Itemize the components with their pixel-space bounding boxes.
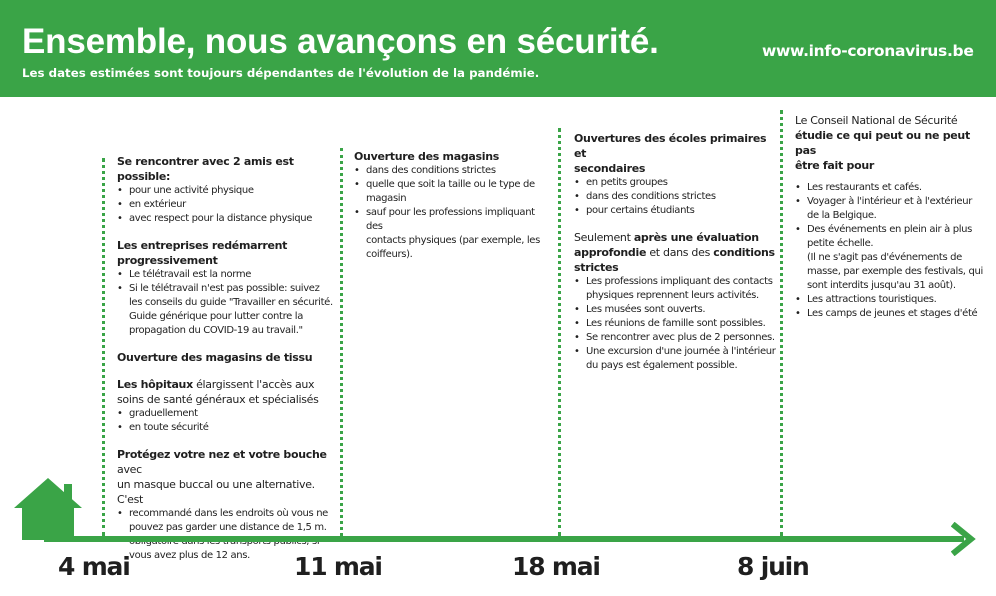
column-4-mai <box>117 154 339 563</box>
list-item: • Les attractions touristiques. <box>795 293 991 307</box>
hospitals-list <box>117 407 339 435</box>
text-line: pouvez pas garder une distance de 1,5 m. <box>129 522 327 533</box>
evaluation-bold: conditions <box>713 246 775 259</box>
list-item: • graduellement <box>117 407 339 421</box>
list-item: • dans des conditions strictes <box>354 164 554 178</box>
evaluation-text: Seulement <box>574 231 634 244</box>
page-title: Ensemble, nous avançons en sécurité. <box>22 22 659 61</box>
council-bold-line1: étudie ce qui peut ou ne peut pas <box>795 129 970 157</box>
header-banner <box>0 0 996 97</box>
list-item: • Les réunions de famille sont possibles. <box>574 317 778 331</box>
meeting-heading: Se rencontrer avec 2 amis est possible: <box>117 155 294 183</box>
milestone-line-11-mai <box>340 148 343 536</box>
evaluation-line3 <box>574 260 778 275</box>
date-11-mai: 11 mai <box>294 552 382 581</box>
text-line: petite échelle. <box>807 238 874 249</box>
text-line: du pays est également possible. <box>586 360 738 371</box>
business-list <box>117 268 339 296</box>
list-item: • dans des conditions strictes <box>574 190 778 204</box>
milestone-line-4-mai <box>102 158 105 536</box>
list-item: • Se rencontrer avec plus de 2 personnes. <box>574 331 778 345</box>
hospitals-bold: Les hôpitaux <box>117 378 193 391</box>
shops-list-2 <box>354 206 554 234</box>
list-item: • Les restaurants et cafés. <box>795 181 991 195</box>
text-line: (Il ne s'agit pas d'événements de <box>807 252 962 263</box>
column-18-mai <box>574 131 778 373</box>
mask-list <box>117 507 339 521</box>
house-icon <box>14 478 82 540</box>
shops-list <box>354 164 554 192</box>
list-item: • Des événements en plein air à plus <box>795 223 991 237</box>
evaluation-line1 <box>574 230 778 245</box>
mask-paragraph <box>117 447 339 477</box>
list-item: • pour certains étudiants <box>574 204 778 218</box>
mask-bold: Protégez votre nez et votre bouche <box>117 448 327 461</box>
text-line: de la Belgique. <box>807 210 877 221</box>
list-item: • Voyager à l'intérieur et à l'extérieur <box>795 195 991 209</box>
list-item: • Les professions impliquant des contacts <box>574 275 778 289</box>
fabric-shops-heading: Ouverture des magasins de tissu <box>117 351 313 364</box>
meeting-list <box>117 184 339 226</box>
list-item: • pour une activité physique <box>117 184 339 198</box>
council-bold-line2: être fait pour <box>795 159 874 172</box>
schools-heading-line2: secondaires <box>574 162 646 175</box>
schools-heading-line1: Ouvertures des écoles primaires et <box>574 132 767 160</box>
business-heading-line2: progressivement <box>117 254 218 267</box>
list-item: • avec respect pour la distance physique <box>117 212 339 226</box>
text-line: physiques reprennent leurs activités. <box>586 290 759 301</box>
business-continuation <box>117 296 339 338</box>
text-line: magasin <box>366 193 407 204</box>
hospitals-line2: soins de santé généraux et spécialisés <box>117 393 319 406</box>
column-8-juin <box>795 113 991 321</box>
list-item: • Le télétravail est la norme <box>117 268 339 282</box>
list-item: • en petits groupes <box>574 176 778 190</box>
text-line: sont interdits jusqu'au 31 août). <box>807 280 956 291</box>
text-line: coiffeurs). <box>366 249 413 260</box>
evaluation-bold: strictes <box>574 261 619 274</box>
date-4-mai: 4 mai <box>58 552 130 581</box>
evaluation-text: et dans des <box>646 246 714 259</box>
list-item: • Les musées sont ouverts. <box>574 303 778 317</box>
text-line: contacts physiques (par exemple, les <box>366 235 540 246</box>
text-line: propagation du COVID-19 au travail." <box>129 325 303 336</box>
milestone-line-18-mai <box>558 128 561 536</box>
evaluation-bold: approfondie <box>574 246 647 259</box>
text-line: vous avez plus de 12 ans. <box>129 550 250 561</box>
text-line: les conseils du guide "Travailler en sécurité. <box>129 297 333 308</box>
list-item: • recommandé dans les endroits où vous ne <box>117 507 339 521</box>
timeline-bar <box>44 536 964 542</box>
date-8-juin: 8 juin <box>737 552 809 581</box>
evaluation-line2 <box>574 245 778 260</box>
council-list-3 <box>795 293 991 321</box>
evaluation-bold: après une évaluation <box>633 231 759 244</box>
list-item: • sauf pour les professions impliquant des <box>354 206 554 234</box>
column-11-mai <box>354 149 554 262</box>
reopening-list-2 <box>574 303 778 359</box>
hospitals-paragraph <box>117 377 339 392</box>
text-line: masse, par exemple des festivals, qui <box>807 266 983 277</box>
mask-line2: un masque buccal ou une alternative. C'est <box>117 478 315 506</box>
council-intro: Le Conseil National de Sécurité <box>795 114 958 127</box>
date-18-mai: 18 mai <box>512 552 600 581</box>
milestone-line-8-juin <box>780 110 783 536</box>
schools-list <box>574 176 778 218</box>
website-link[interactable]: www.info-coronavirus.be <box>762 42 974 60</box>
text-line: Guide générique pour lutter contre la <box>129 311 303 322</box>
list-item: • en toute sécurité <box>117 421 339 435</box>
shops-heading: Ouverture des magasins <box>354 150 500 163</box>
list-item: • Une excursion d'une journée à l'intérieur <box>574 345 778 359</box>
page-subtitle: Les dates estimées sont toujours dépendantes de l'évolution de la pandémie. <box>22 66 540 80</box>
mask-text: avec <box>117 463 142 476</box>
council-list-2 <box>795 223 991 237</box>
list-item: • en extérieur <box>117 198 339 212</box>
hospitals-text: élargissent l'accès aux <box>192 378 315 391</box>
council-list <box>795 181 991 209</box>
list-item: • Si le télétravail n'est pas possible: suivez <box>117 282 339 296</box>
business-heading-line1: Les entreprises redémarrent <box>117 239 288 252</box>
list-item: • Les camps de jeunes et stages d'été <box>795 307 991 321</box>
reopening-list <box>574 275 778 289</box>
list-item: • quelle que soit la taille ou le type de <box>354 178 554 192</box>
arrow-right-icon <box>951 522 985 556</box>
